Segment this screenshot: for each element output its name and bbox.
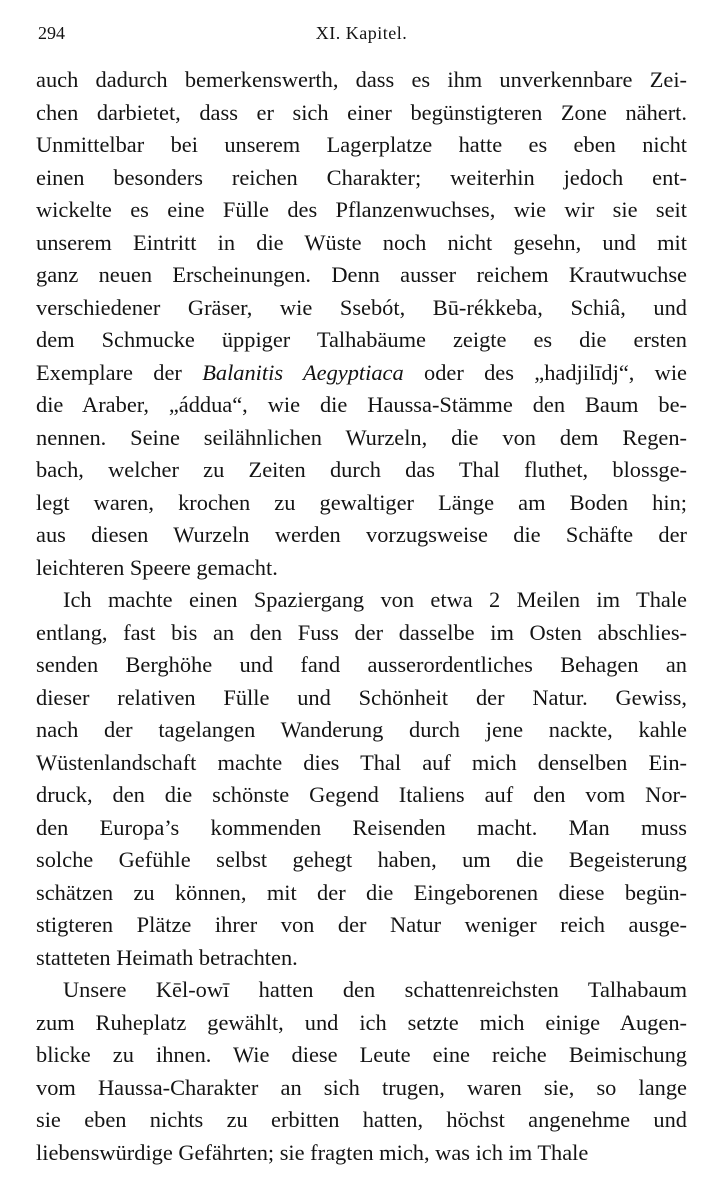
text-line: ganz neuen Erscheinungen. Denn ausser reichem Krautwuchse: [36, 262, 687, 287]
text-line: blicke zu ihnen. Wie diese Leute eine reiche Beimischung: [36, 1042, 687, 1067]
text-line: leichteren Speere gemacht.: [36, 554, 278, 580]
paragraph: [36, 64, 687, 584]
text-line: dieser relativen Fülle und Schönheit der Natur. Gewiss,: [36, 684, 687, 710]
text-line: statteten Heimath betrachten.: [36, 944, 298, 970]
text-line: vom Haussa-Charakter an sich trugen, waren sie, so lange: [36, 1074, 687, 1100]
text-line: Unmittelbar bei unserem Lagerplatze hatte es eben nicht: [36, 132, 687, 157]
text-line: nennen. Seine seilähnlichen Wurzeln, die von dem Regen-: [36, 424, 687, 450]
text-segment: Exemplare der: [36, 359, 203, 385]
text-line: sie eben nichts zu erbitten hatten, höchst angenehme und: [36, 1107, 687, 1132]
text-line: druck, den die schönste Gegend Italiens auf den vom Nor-: [36, 782, 687, 807]
paragraph: [36, 584, 687, 974]
text-line: legt waren, krochen zu gewaltiger Länge am Boden hin;: [36, 489, 687, 515]
text-line: die Araber, „áddua“, wie die Haussa-Stämme den Baum be-: [36, 392, 687, 417]
text-line: einen besonders reichen Charakter; weiterhin jedoch ent-: [36, 164, 687, 190]
paragraph: [36, 974, 687, 1169]
text-line: verschiedener Gräser, wie Ssebót, Bū-rékkeba, Schiâ, und: [36, 294, 687, 320]
chapter-running-title: XI. Kapitel.: [315, 23, 408, 43]
text-line: Wüstenlandschaft machte dies Thal auf mich denselben Ein-: [36, 749, 687, 775]
text-line: den Europa’s kommenden Reisenden macht. Man muss: [36, 814, 687, 840]
text-line: zum Ruheplatz gewählt, und ich setzte mich einige Augen-: [36, 1009, 687, 1035]
text-line: solche Gefühle selbst gehegt haben, um die Begeisterung: [36, 847, 687, 872]
text-line: liebenswürdige Gefährten; sie fragten mich, was ich im Thale: [36, 1139, 589, 1165]
text-line: senden Berghöhe und fand ausserordentliches Behagen an: [36, 652, 687, 677]
text-line: bach, welcher zu Zeiten durch das Thal fluthet, blossge-: [36, 457, 687, 482]
text-line: auch dadurch bemerkenswerth, dass es ihm unverkennbare Zei-: [36, 67, 687, 92]
text-line: Ich machte einen Spaziergang von etwa 2 Meilen im Thale: [63, 587, 687, 612]
text-line: unserem Eintritt in die Wüste noch nicht gesehn, und mit: [36, 229, 687, 255]
text-line: nach der tagelangen Wanderung durch jene nackte, kahle: [36, 717, 687, 742]
text-line: [36, 357, 687, 390]
text-line: Unsere Kēl-owī hatten den schattenreichsten Talhabaum: [63, 977, 687, 1002]
page-header: [38, 18, 685, 48]
text-line: entlang, fast bis an den Fuss der dasselbe im Osten abschlies-: [36, 619, 687, 645]
text-line: aus diesen Wurzeln werden vorzugsweise die Schäfte der: [36, 522, 687, 547]
body-text: [36, 64, 687, 1169]
text-line: schätzen zu können, mit der die Eingeborenen diese begün-: [36, 879, 687, 905]
text-line: dem Schmucke üppiger Talhabäume zeigte es die ersten: [36, 327, 687, 352]
text-line: wickelte es eine Fülle des Pflanzenwuchses, wie wir sie seit: [36, 197, 687, 222]
text-line: chen darbietet, dass er sich einer begünstigteren Zone nähert.: [36, 99, 687, 125]
page-number: 294: [38, 23, 65, 43]
species-name: Balanitis Aegyptiaca: [202, 359, 404, 385]
text-segment: oder des „hadjilīdj“, wie: [403, 359, 687, 385]
text-line: stigteren Plätze ihrer von der Natur weniger reich ausge-: [36, 912, 687, 937]
